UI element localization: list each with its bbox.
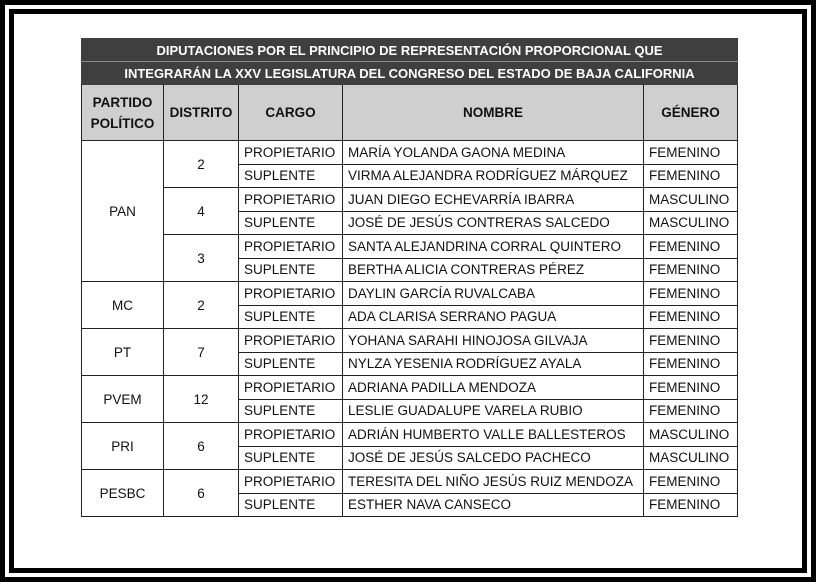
header-genero: GÉNERO	[644, 85, 738, 141]
cargo-cell: PROPIETARIO	[239, 423, 343, 447]
nombre-cell: DAYLIN GARCÍA RUVALCABA	[343, 282, 644, 306]
cargo-cell: PROPIETARIO	[239, 188, 343, 212]
genero-cell: FEMENINO	[644, 493, 738, 517]
genero-cell: FEMENINO	[644, 376, 738, 400]
district-cell: 2	[164, 141, 239, 188]
table-row	[82, 282, 738, 306]
genero-cell: FEMENINO	[644, 329, 738, 353]
genero-cell: FEMENINO	[644, 282, 738, 306]
nombre-cell: ADRIANA PADILLA MENDOZA	[343, 376, 644, 400]
table-row	[82, 423, 738, 447]
table-row	[82, 329, 738, 353]
cargo-cell: SUPLENTE	[239, 258, 343, 282]
genero-cell: FEMENINO	[644, 235, 738, 259]
district-cell: 6	[164, 423, 239, 470]
genero-cell: FEMENINO	[644, 352, 738, 376]
district-cell: 2	[164, 282, 239, 329]
genero-cell: FEMENINO	[644, 258, 738, 282]
district-cell: 4	[164, 188, 239, 235]
cargo-cell: PROPIETARIO	[239, 282, 343, 306]
cargo-cell: PROPIETARIO	[239, 141, 343, 165]
genero-cell: FEMENINO	[644, 470, 738, 494]
genero-cell: FEMENINO	[644, 399, 738, 423]
cargo-cell: SUPLENTE	[239, 446, 343, 470]
header-nombre: NOMBRE	[343, 85, 644, 141]
table-row	[82, 235, 738, 259]
cargo-cell: PROPIETARIO	[239, 235, 343, 259]
cargo-cell: SUPLENTE	[239, 352, 343, 376]
diputaciones-table	[81, 38, 738, 517]
cargo-cell: SUPLENTE	[239, 211, 343, 235]
cargo-cell: PROPIETARIO	[239, 470, 343, 494]
district-cell: 7	[164, 329, 239, 376]
nombre-cell: JOSÉ DE JESÚS CONTRERAS SALCEDO	[343, 211, 644, 235]
cargo-cell: SUPLENTE	[239, 164, 343, 188]
nombre-cell: TERESITA DEL NIÑO JESÚS RUIZ MENDOZA	[343, 470, 644, 494]
nombre-cell: LESLIE GUADALUPE VARELA RUBIO	[343, 399, 644, 423]
header-partido: PARTIDO POLÍTICO	[82, 85, 164, 141]
district-cell: 3	[164, 235, 239, 282]
genero-cell: FEMENINO	[644, 141, 738, 165]
header-distrito: DISTRITO	[164, 85, 239, 141]
table-title-line-2: INTEGRARÁN LA XXV LEGISLATURA DEL CONGRESO DEL ESTADO DE BAJA CALIFORNIA	[82, 62, 738, 85]
header-cargo: CARGO	[239, 85, 343, 141]
cargo-cell: SUPLENTE	[239, 493, 343, 517]
nombre-cell: YOHANA SARAHI HINOJOSA GILVAJA	[343, 329, 644, 353]
genero-cell: MASCULINO	[644, 446, 738, 470]
nombre-cell: SANTA ALEJANDRINA CORRAL QUINTERO	[343, 235, 644, 259]
cargo-cell: SUPLENTE	[239, 305, 343, 329]
genero-cell: MASCULINO	[644, 188, 738, 212]
genero-cell: MASCULINO	[644, 423, 738, 447]
nombre-cell: ADA CLARISA SERRANO PAGUA	[343, 305, 644, 329]
nombre-cell: MARÍA YOLANDA GAONA MEDINA	[343, 141, 644, 165]
genero-cell: FEMENINO	[644, 305, 738, 329]
party-cell: PT	[82, 329, 164, 376]
nombre-cell: ESTHER NAVA CANSECO	[343, 493, 644, 517]
table-row	[82, 470, 738, 494]
cargo-cell: PROPIETARIO	[239, 376, 343, 400]
nombre-cell: VIRMA ALEJANDRA RODRÍGUEZ MÁRQUEZ	[343, 164, 644, 188]
district-cell: 6	[164, 470, 239, 517]
table-row	[82, 188, 738, 212]
table-title-line-1: DIPUTACIONES POR EL PRINCIPIO DE REPRESENTACIÓN PROPORCIONAL QUE	[82, 39, 738, 62]
nombre-cell: BERTHA ALICIA CONTRERAS PÉREZ	[343, 258, 644, 282]
party-cell: PVEM	[82, 376, 164, 423]
party-cell: PRI	[82, 423, 164, 470]
cargo-cell: SUPLENTE	[239, 399, 343, 423]
genero-cell: FEMENINO	[644, 164, 738, 188]
party-cell: MC	[82, 282, 164, 329]
party-cell: PAN	[82, 141, 164, 282]
nombre-cell: ADRIÁN HUMBERTO VALLE BALLESTEROS	[343, 423, 644, 447]
district-cell: 12	[164, 376, 239, 423]
nombre-cell: NYLZA YESENIA RODRÍGUEZ AYALA	[343, 352, 644, 376]
nombre-cell: JOSÉ DE JESÚS SALCEDO PACHECO	[343, 446, 644, 470]
genero-cell: MASCULINO	[644, 211, 738, 235]
cargo-cell: PROPIETARIO	[239, 329, 343, 353]
table-row	[82, 141, 738, 165]
party-cell: PESBC	[82, 470, 164, 517]
nombre-cell: JUAN DIEGO ECHEVARRÍA IBARRA	[343, 188, 644, 212]
table-row	[82, 376, 738, 400]
